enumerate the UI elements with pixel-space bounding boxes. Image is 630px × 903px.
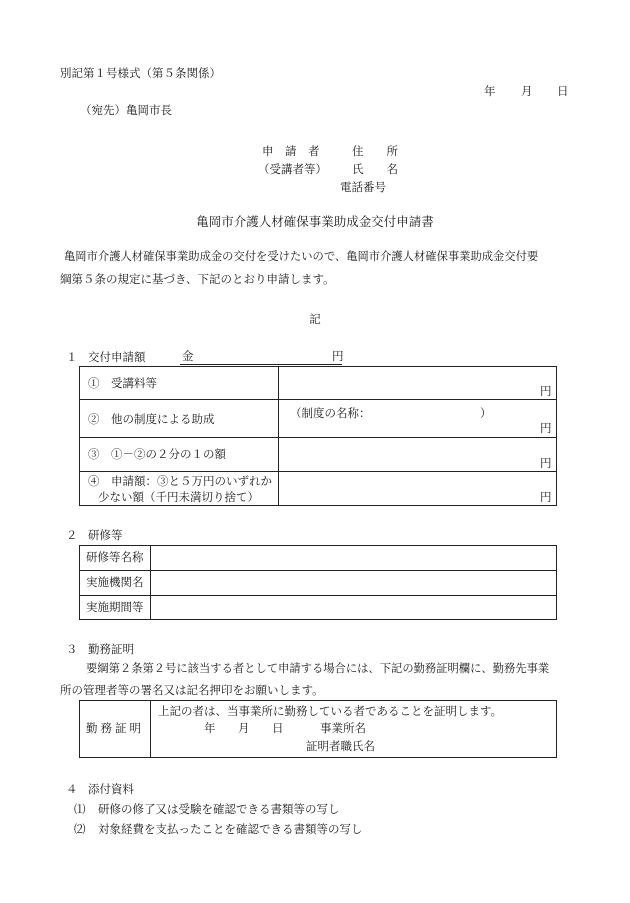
- amount-row-sep-2: [79, 437, 557, 438]
- section4-number: ４: [66, 782, 78, 796]
- row-tuition-yen: 円: [540, 384, 552, 398]
- employment-cert-label: 勤務証明: [86, 721, 144, 735]
- section2-number: ２: [66, 528, 78, 542]
- training-table-divider: [150, 545, 151, 620]
- row-half-yen: 円: [540, 456, 552, 470]
- attachment-1-text: 研修の修了又は受験を確認できる書類等の写し: [98, 802, 340, 816]
- addressee: （宛先）亀岡市長: [80, 103, 172, 117]
- ki-heading: 記: [309, 312, 321, 326]
- section4-label: 添付資料: [88, 782, 134, 796]
- training-name-label: 研修等名称: [86, 550, 144, 564]
- employment-cert-divider: [150, 700, 151, 758]
- employment-cert-month: 月: [238, 721, 250, 735]
- intro-line-1: 亀岡市介護人材確保事業助成金の交付を受けたいので、亀岡市介護人材確保事業助成金交付要: [64, 250, 539, 263]
- amount-table-divider: [278, 366, 279, 506]
- row-other-subsidy-label: ② 他の制度による助成: [88, 412, 215, 426]
- section1-kin: 金: [182, 349, 194, 363]
- applicant-sublabel: （受講者等）: [258, 162, 327, 176]
- section3-label: 勤務証明: [88, 642, 134, 656]
- section3-number: ３: [66, 642, 78, 656]
- training-row-sep-1: [79, 570, 557, 571]
- row-tuition-label: ① 受講料等: [88, 376, 157, 390]
- date-day-label: 日: [557, 84, 569, 98]
- training-period-label: 実施期間等: [86, 600, 144, 614]
- form-number: 別記第１号様式（第５条関係）: [60, 66, 221, 80]
- row-other-subsidy-note-close: ）: [480, 406, 492, 420]
- date-year-label: 年: [484, 84, 496, 98]
- row-half-label: ③ ①－②の２分の１の額: [88, 447, 226, 461]
- section1-number: １: [66, 350, 78, 364]
- applicant-label: 申 請 者: [262, 144, 320, 158]
- row-other-subsidy-note: （制度の名称：: [290, 406, 371, 420]
- attachment-2-text: 対象経費を支払ったことを確認できる書類等の写し: [98, 822, 363, 836]
- section3-text-1: 要綱第２条第２号に該当する者として申請する場合には、下記の勤務証明欄に、勤務先事業: [86, 662, 550, 675]
- amount-row-sep-1: [79, 399, 557, 400]
- attachment-1-number: ⑴: [74, 802, 86, 816]
- amount-underline: [180, 364, 342, 365]
- phone-label: 電話番号: [340, 180, 386, 194]
- training-row-sep-2: [79, 595, 557, 596]
- employment-cert-year: 年: [204, 721, 216, 735]
- intro-line-2: 綱第５条の規定に基づき、下記のとおり申請します。: [60, 272, 335, 286]
- document-title: 亀岡市介護人材確保事業助成金交付申請書: [196, 214, 434, 229]
- row-other-subsidy-yen: 円: [540, 421, 552, 435]
- section1-label: 交付申請額: [88, 350, 146, 364]
- row-request-label-2: 少ない額（千円未満切り捨て）: [98, 490, 259, 504]
- training-institution-label: 実施機関名: [86, 575, 144, 589]
- section1-yen: 円: [332, 349, 344, 363]
- address-label: 住 所: [352, 144, 398, 158]
- office-name-label: 事業所名: [320, 721, 366, 735]
- section2-label: 研修等: [88, 528, 123, 542]
- certifier-label: 証明者職氏名: [306, 739, 375, 753]
- attachment-2-number: ⑵: [74, 822, 86, 836]
- row-request-yen: 円: [540, 490, 552, 504]
- row-request-label-1: ④ 申請額：③と５万円のいずれか: [88, 474, 272, 488]
- name-label: 氏 名: [352, 162, 398, 176]
- employment-cert-day: 日: [272, 721, 284, 735]
- employment-cert-text: 上記の者は、当事業所に勤務している者であることを証明します。: [158, 704, 503, 718]
- date-month-label: 月: [521, 84, 533, 98]
- section3-text-2: 所の管理者等の署名又は記名押印をお願いします。: [60, 683, 324, 697]
- amount-row-sep-3: [79, 471, 557, 472]
